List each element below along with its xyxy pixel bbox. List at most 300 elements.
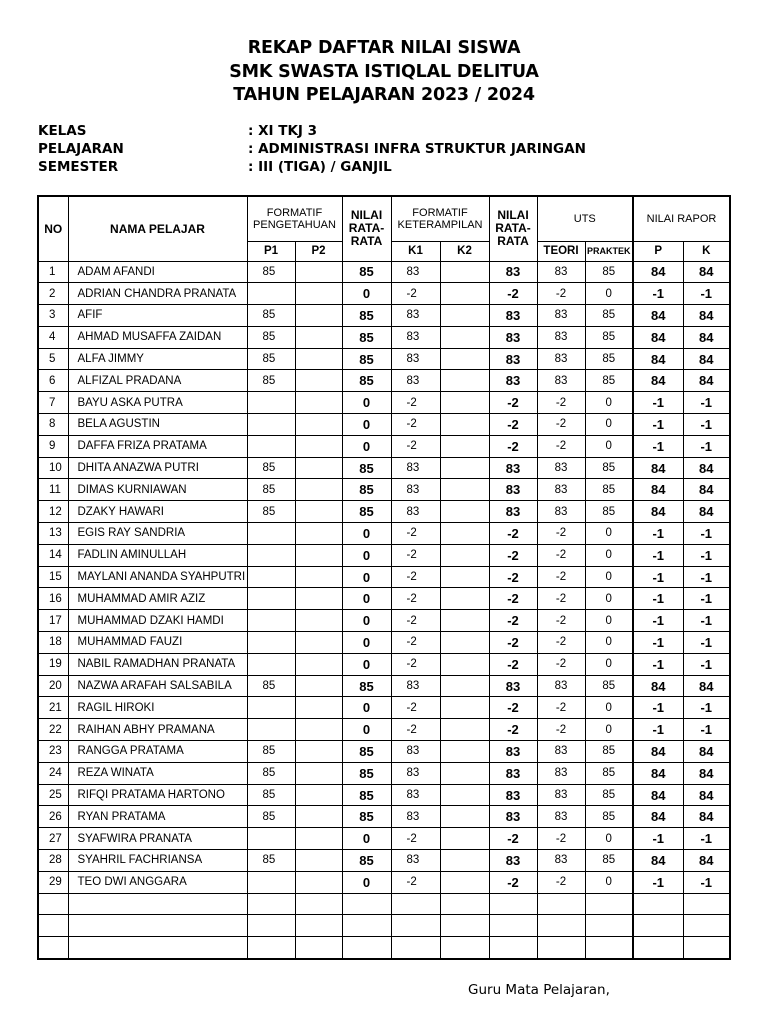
cell-k2 [440, 305, 489, 327]
cell-teori: -2 [537, 719, 585, 741]
empty-cell [537, 937, 585, 959]
cell-no: 17 [38, 610, 68, 632]
cell-p2 [295, 871, 342, 893]
cell-nama: DHITA ANAZWA PUTRI [68, 457, 247, 479]
cell-k2 [440, 828, 489, 850]
cell-praktek: 0 [585, 828, 633, 850]
cell-teori: 83 [537, 457, 585, 479]
cell-praktek: 85 [585, 326, 633, 348]
cell-p2 [295, 675, 342, 697]
cell-no: 3 [38, 305, 68, 327]
cell-praktek: 0 [585, 283, 633, 305]
cell-no: 10 [38, 457, 68, 479]
cell-p2 [295, 435, 342, 457]
cell-k: 84 [683, 348, 730, 370]
empty-cell [391, 893, 440, 915]
cell-nama: FADLIN AMINULLAH [68, 544, 247, 566]
cell-k: 84 [683, 784, 730, 806]
table-body [38, 261, 730, 959]
empty-cell [633, 893, 683, 915]
cell-praktek: 0 [585, 653, 633, 675]
table-row [38, 523, 730, 545]
cell-k2 [440, 850, 489, 872]
cell-praktek: 85 [585, 457, 633, 479]
cell-k: 84 [683, 479, 730, 501]
table-row [38, 675, 730, 697]
cell-teori: -2 [537, 610, 585, 632]
cell-praktek: 0 [585, 871, 633, 893]
cell-k2 [440, 479, 489, 501]
empty-cell [489, 937, 537, 959]
empty-cell [295, 893, 342, 915]
cell-praktek: 85 [585, 806, 633, 828]
cell-k2 [440, 566, 489, 588]
empty-cell [38, 893, 68, 915]
cell-no: 22 [38, 719, 68, 741]
header-p: P [633, 241, 683, 261]
cell-p2 [295, 719, 342, 741]
empty-cell [683, 937, 730, 959]
cell-praktek: 85 [585, 501, 633, 523]
cell-p1 [247, 653, 295, 675]
cell-no: 13 [38, 523, 68, 545]
header-no: NO [38, 196, 68, 261]
cell-p2 [295, 632, 342, 654]
cell-p: 84 [633, 370, 683, 392]
cell-rata1: 0 [342, 871, 391, 893]
cell-p: 84 [633, 348, 683, 370]
table-row [38, 479, 730, 501]
cell-teori: -2 [537, 828, 585, 850]
cell-k: -1 [683, 697, 730, 719]
cell-k1: -2 [391, 588, 440, 610]
cell-k: -1 [683, 392, 730, 414]
cell-k: -1 [683, 435, 730, 457]
doc-title-line3: TAHUN PELAJARAN 2023 / 2024 [233, 85, 535, 105]
header-k2: K2 [440, 241, 489, 261]
cell-rata1: 0 [342, 697, 391, 719]
cell-k: 84 [683, 741, 730, 763]
cell-nama: NABIL RAMADHAN PRANATA [68, 653, 247, 675]
cell-k2 [440, 544, 489, 566]
cell-k2 [440, 653, 489, 675]
cell-p1 [247, 544, 295, 566]
cell-nama: DIMAS KURNIAWAN [68, 479, 247, 501]
grades-table [37, 195, 731, 960]
cell-k1: 83 [391, 479, 440, 501]
empty-cell [440, 893, 489, 915]
cell-k1: -2 [391, 544, 440, 566]
cell-rata1: 0 [342, 653, 391, 675]
cell-praktek: 85 [585, 370, 633, 392]
cell-k2 [440, 675, 489, 697]
cell-nama: SYAFWIRA PRANATA [68, 828, 247, 850]
table-row [38, 261, 730, 283]
table-row [38, 632, 730, 654]
table-row [38, 435, 730, 457]
cell-k1: -2 [391, 871, 440, 893]
cell-p1: 85 [247, 479, 295, 501]
cell-p: 84 [633, 806, 683, 828]
cell-praktek: 0 [585, 719, 633, 741]
cell-rata1: 85 [342, 370, 391, 392]
cell-k2 [440, 806, 489, 828]
cell-rata1: 85 [342, 762, 391, 784]
cell-rata2: -2 [489, 632, 537, 654]
cell-p1 [247, 523, 295, 545]
cell-no: 16 [38, 588, 68, 610]
table-row [38, 871, 730, 893]
empty-cell [391, 915, 440, 937]
cell-no: 6 [38, 370, 68, 392]
cell-k1: 83 [391, 675, 440, 697]
cell-p1: 85 [247, 348, 295, 370]
cell-praktek: 0 [585, 610, 633, 632]
empty-cell [489, 915, 537, 937]
cell-rata1: 85 [342, 326, 391, 348]
kelas-label: KELAS [38, 123, 87, 139]
cell-p2 [295, 326, 342, 348]
cell-praktek: 85 [585, 261, 633, 283]
cell-nama: TEO DWI ANGGARA [68, 871, 247, 893]
table-row [38, 305, 730, 327]
cell-rata2: 83 [489, 741, 537, 763]
cell-k1: 83 [391, 305, 440, 327]
table-row [38, 588, 730, 610]
table-row [38, 501, 730, 523]
cell-rata1: 0 [342, 632, 391, 654]
empty-cell [489, 893, 537, 915]
cell-p2 [295, 392, 342, 414]
cell-rata1: 85 [342, 784, 391, 806]
table-row [38, 457, 730, 479]
cell-nama: MUHAMMAD AMIR AZIZ [68, 588, 247, 610]
cell-no: 21 [38, 697, 68, 719]
table-row [38, 544, 730, 566]
cell-k1: 83 [391, 348, 440, 370]
cell-nama: AHMAD MUSAFFA ZAIDAN [68, 326, 247, 348]
cell-k: -1 [683, 828, 730, 850]
cell-no: 7 [38, 392, 68, 414]
cell-rata2: -2 [489, 414, 537, 436]
cell-rata1: 85 [342, 741, 391, 763]
cell-k: -1 [683, 414, 730, 436]
cell-praktek: 0 [585, 523, 633, 545]
cell-p2 [295, 610, 342, 632]
cell-k: 84 [683, 305, 730, 327]
cell-p2 [295, 457, 342, 479]
cell-rata2: 83 [489, 479, 537, 501]
cell-k1: 83 [391, 501, 440, 523]
cell-p2 [295, 828, 342, 850]
table-row [38, 850, 730, 872]
cell-p1: 85 [247, 784, 295, 806]
cell-no: 2 [38, 283, 68, 305]
cell-teori: -2 [537, 697, 585, 719]
cell-k2 [440, 588, 489, 610]
cell-rata2: 83 [489, 806, 537, 828]
header-p2: P2 [295, 241, 342, 261]
cell-nama: MUHAMMAD FAUZI [68, 632, 247, 654]
cell-rata2: 83 [489, 850, 537, 872]
cell-rata1: 85 [342, 806, 391, 828]
cell-teori: -2 [537, 566, 585, 588]
header-nama: NAMA PELAJAR [68, 196, 247, 261]
cell-no: 24 [38, 762, 68, 784]
cell-rata2: 83 [489, 370, 537, 392]
cell-p2 [295, 850, 342, 872]
cell-p2 [295, 261, 342, 283]
cell-k2 [440, 697, 489, 719]
cell-p: 84 [633, 457, 683, 479]
cell-no: 23 [38, 741, 68, 763]
cell-rata2: -2 [489, 435, 537, 457]
cell-p: 84 [633, 741, 683, 763]
cell-p1: 85 [247, 675, 295, 697]
cell-p2 [295, 588, 342, 610]
cell-k1: 83 [391, 457, 440, 479]
cell-p: 84 [633, 261, 683, 283]
empty-cell [38, 937, 68, 959]
cell-nama: NAZWA ARAFAH SALSABILA [68, 675, 247, 697]
cell-p: 84 [633, 784, 683, 806]
cell-p2 [295, 566, 342, 588]
cell-teori: 83 [537, 261, 585, 283]
cell-p1: 85 [247, 850, 295, 872]
cell-p: -1 [633, 828, 683, 850]
cell-k1: -2 [391, 523, 440, 545]
cell-p1 [247, 566, 295, 588]
cell-k2 [440, 457, 489, 479]
table-row [38, 348, 730, 370]
cell-p1 [247, 610, 295, 632]
cell-teori: 83 [537, 784, 585, 806]
cell-p1: 85 [247, 762, 295, 784]
cell-k2 [440, 326, 489, 348]
cell-praktek: 85 [585, 784, 633, 806]
cell-nama: RAIHAN ABHY PRAMANA [68, 719, 247, 741]
cell-rata1: 0 [342, 392, 391, 414]
cell-k1: 83 [391, 784, 440, 806]
cell-k2 [440, 501, 489, 523]
cell-p: -1 [633, 566, 683, 588]
cell-k2 [440, 871, 489, 893]
cell-praktek: 0 [585, 435, 633, 457]
cell-teori: 83 [537, 305, 585, 327]
cell-k: -1 [683, 653, 730, 675]
cell-praktek: 0 [585, 566, 633, 588]
table-row [38, 370, 730, 392]
cell-praktek: 0 [585, 697, 633, 719]
table-row [38, 283, 730, 305]
cell-k2 [440, 610, 489, 632]
cell-k1: -2 [391, 566, 440, 588]
cell-rata2: 83 [489, 326, 537, 348]
cell-k2 [440, 348, 489, 370]
header-uts: UTS [537, 196, 633, 241]
cell-p2 [295, 806, 342, 828]
cell-nama: REZA WINATA [68, 762, 247, 784]
cell-k1: -2 [391, 653, 440, 675]
cell-rata1: 85 [342, 479, 391, 501]
cell-k2 [440, 523, 489, 545]
cell-p: -1 [633, 283, 683, 305]
cell-k2 [440, 414, 489, 436]
cell-p: -1 [633, 414, 683, 436]
cell-p1: 85 [247, 457, 295, 479]
cell-p1 [247, 588, 295, 610]
cell-rata1: 0 [342, 588, 391, 610]
cell-praktek: 0 [585, 632, 633, 654]
table-row [38, 414, 730, 436]
empty-cell [633, 937, 683, 959]
cell-nama: DAFFA FRIZA PRATAMA [68, 435, 247, 457]
table-row [38, 392, 730, 414]
cell-k1: 83 [391, 850, 440, 872]
cell-p: -1 [633, 588, 683, 610]
empty-row [38, 937, 730, 959]
cell-no: 19 [38, 653, 68, 675]
cell-k: -1 [683, 523, 730, 545]
cell-rata2: 83 [489, 675, 537, 697]
cell-rata1: 0 [342, 283, 391, 305]
header-p1: P1 [247, 241, 295, 261]
cell-k: 84 [683, 850, 730, 872]
empty-row [38, 893, 730, 915]
cell-nama: RANGGA PRATAMA [68, 741, 247, 763]
cell-no: 26 [38, 806, 68, 828]
empty-cell [440, 915, 489, 937]
cell-p1 [247, 719, 295, 741]
cell-p1 [247, 632, 295, 654]
cell-rata2: -2 [489, 588, 537, 610]
cell-rata2: -2 [489, 283, 537, 305]
cell-p: -1 [633, 653, 683, 675]
cell-teori: -2 [537, 435, 585, 457]
cell-teori: -2 [537, 392, 585, 414]
cell-nama: SYAHRIL FACHRIANSA [68, 850, 247, 872]
cell-p: 84 [633, 850, 683, 872]
table-row [38, 806, 730, 828]
cell-k: 84 [683, 370, 730, 392]
cell-p2 [295, 784, 342, 806]
cell-p1 [247, 697, 295, 719]
cell-nama: MUHAMMAD DZAKI HAMDI [68, 610, 247, 632]
empty-row [38, 915, 730, 937]
cell-rata2: -2 [489, 566, 537, 588]
cell-p2 [295, 653, 342, 675]
cell-rata1: 85 [342, 457, 391, 479]
cell-praktek: 85 [585, 305, 633, 327]
cell-p: 84 [633, 762, 683, 784]
cell-no: 29 [38, 871, 68, 893]
cell-praktek: 0 [585, 544, 633, 566]
cell-rata2: 83 [489, 305, 537, 327]
cell-praktek: 0 [585, 414, 633, 436]
cell-k2 [440, 741, 489, 763]
cell-p1: 85 [247, 501, 295, 523]
cell-p1: 85 [247, 806, 295, 828]
cell-k2 [440, 435, 489, 457]
cell-p: -1 [633, 523, 683, 545]
cell-no: 28 [38, 850, 68, 872]
table-row [38, 566, 730, 588]
empty-cell [295, 937, 342, 959]
table-row [38, 762, 730, 784]
cell-p1 [247, 435, 295, 457]
empty-cell [68, 893, 247, 915]
cell-teori: 83 [537, 501, 585, 523]
cell-k2 [440, 261, 489, 283]
header-nilai-rapor: NILAI RAPOR [633, 196, 730, 241]
cell-rata1: 85 [342, 261, 391, 283]
cell-teori: 83 [537, 850, 585, 872]
cell-k1: -2 [391, 697, 440, 719]
cell-rata1: 0 [342, 719, 391, 741]
empty-cell [440, 937, 489, 959]
empty-cell [585, 915, 633, 937]
empty-cell [295, 915, 342, 937]
empty-cell [683, 893, 730, 915]
cell-p1: 85 [247, 261, 295, 283]
cell-k: -1 [683, 544, 730, 566]
cell-p: -1 [633, 719, 683, 741]
cell-p: -1 [633, 632, 683, 654]
cell-k: -1 [683, 632, 730, 654]
cell-p2 [295, 305, 342, 327]
cell-p1: 85 [247, 370, 295, 392]
pelajaran-label: PELAJARAN [38, 141, 124, 157]
empty-cell [585, 893, 633, 915]
cell-p: -1 [633, 871, 683, 893]
cell-k: 84 [683, 675, 730, 697]
cell-no: 20 [38, 675, 68, 697]
cell-k1: -2 [391, 283, 440, 305]
cell-k: 84 [683, 806, 730, 828]
cell-p1 [247, 871, 295, 893]
table-row [38, 653, 730, 675]
cell-teori: 83 [537, 675, 585, 697]
cell-praktek: 85 [585, 479, 633, 501]
semester-label: SEMESTER [38, 159, 119, 175]
kelas-value: : XI TKJ 3 [248, 123, 318, 139]
cell-p1 [247, 392, 295, 414]
cell-praktek: 0 [585, 588, 633, 610]
cell-no: 1 [38, 261, 68, 283]
cell-nama: RYAN PRATAMA [68, 806, 247, 828]
cell-k2 [440, 392, 489, 414]
cell-teori: 83 [537, 479, 585, 501]
empty-cell [391, 937, 440, 959]
cell-rata1: 85 [342, 675, 391, 697]
cell-no: 8 [38, 414, 68, 436]
cell-k1: 83 [391, 326, 440, 348]
cell-rata1: 85 [342, 850, 391, 872]
empty-cell [342, 893, 391, 915]
cell-k: 84 [683, 457, 730, 479]
cell-p2 [295, 741, 342, 763]
cell-p2 [295, 697, 342, 719]
cell-praktek: 85 [585, 850, 633, 872]
cell-p1: 85 [247, 741, 295, 763]
cell-k: -1 [683, 871, 730, 893]
cell-k1: 83 [391, 261, 440, 283]
cell-p: 84 [633, 326, 683, 348]
cell-nama: RAGIL HIROKI [68, 697, 247, 719]
cell-k: -1 [683, 719, 730, 741]
cell-rata2: -2 [489, 610, 537, 632]
pelajaran-value: : ADMINISTRASI INFRA STRUKTUR JARINGAN [248, 141, 586, 157]
